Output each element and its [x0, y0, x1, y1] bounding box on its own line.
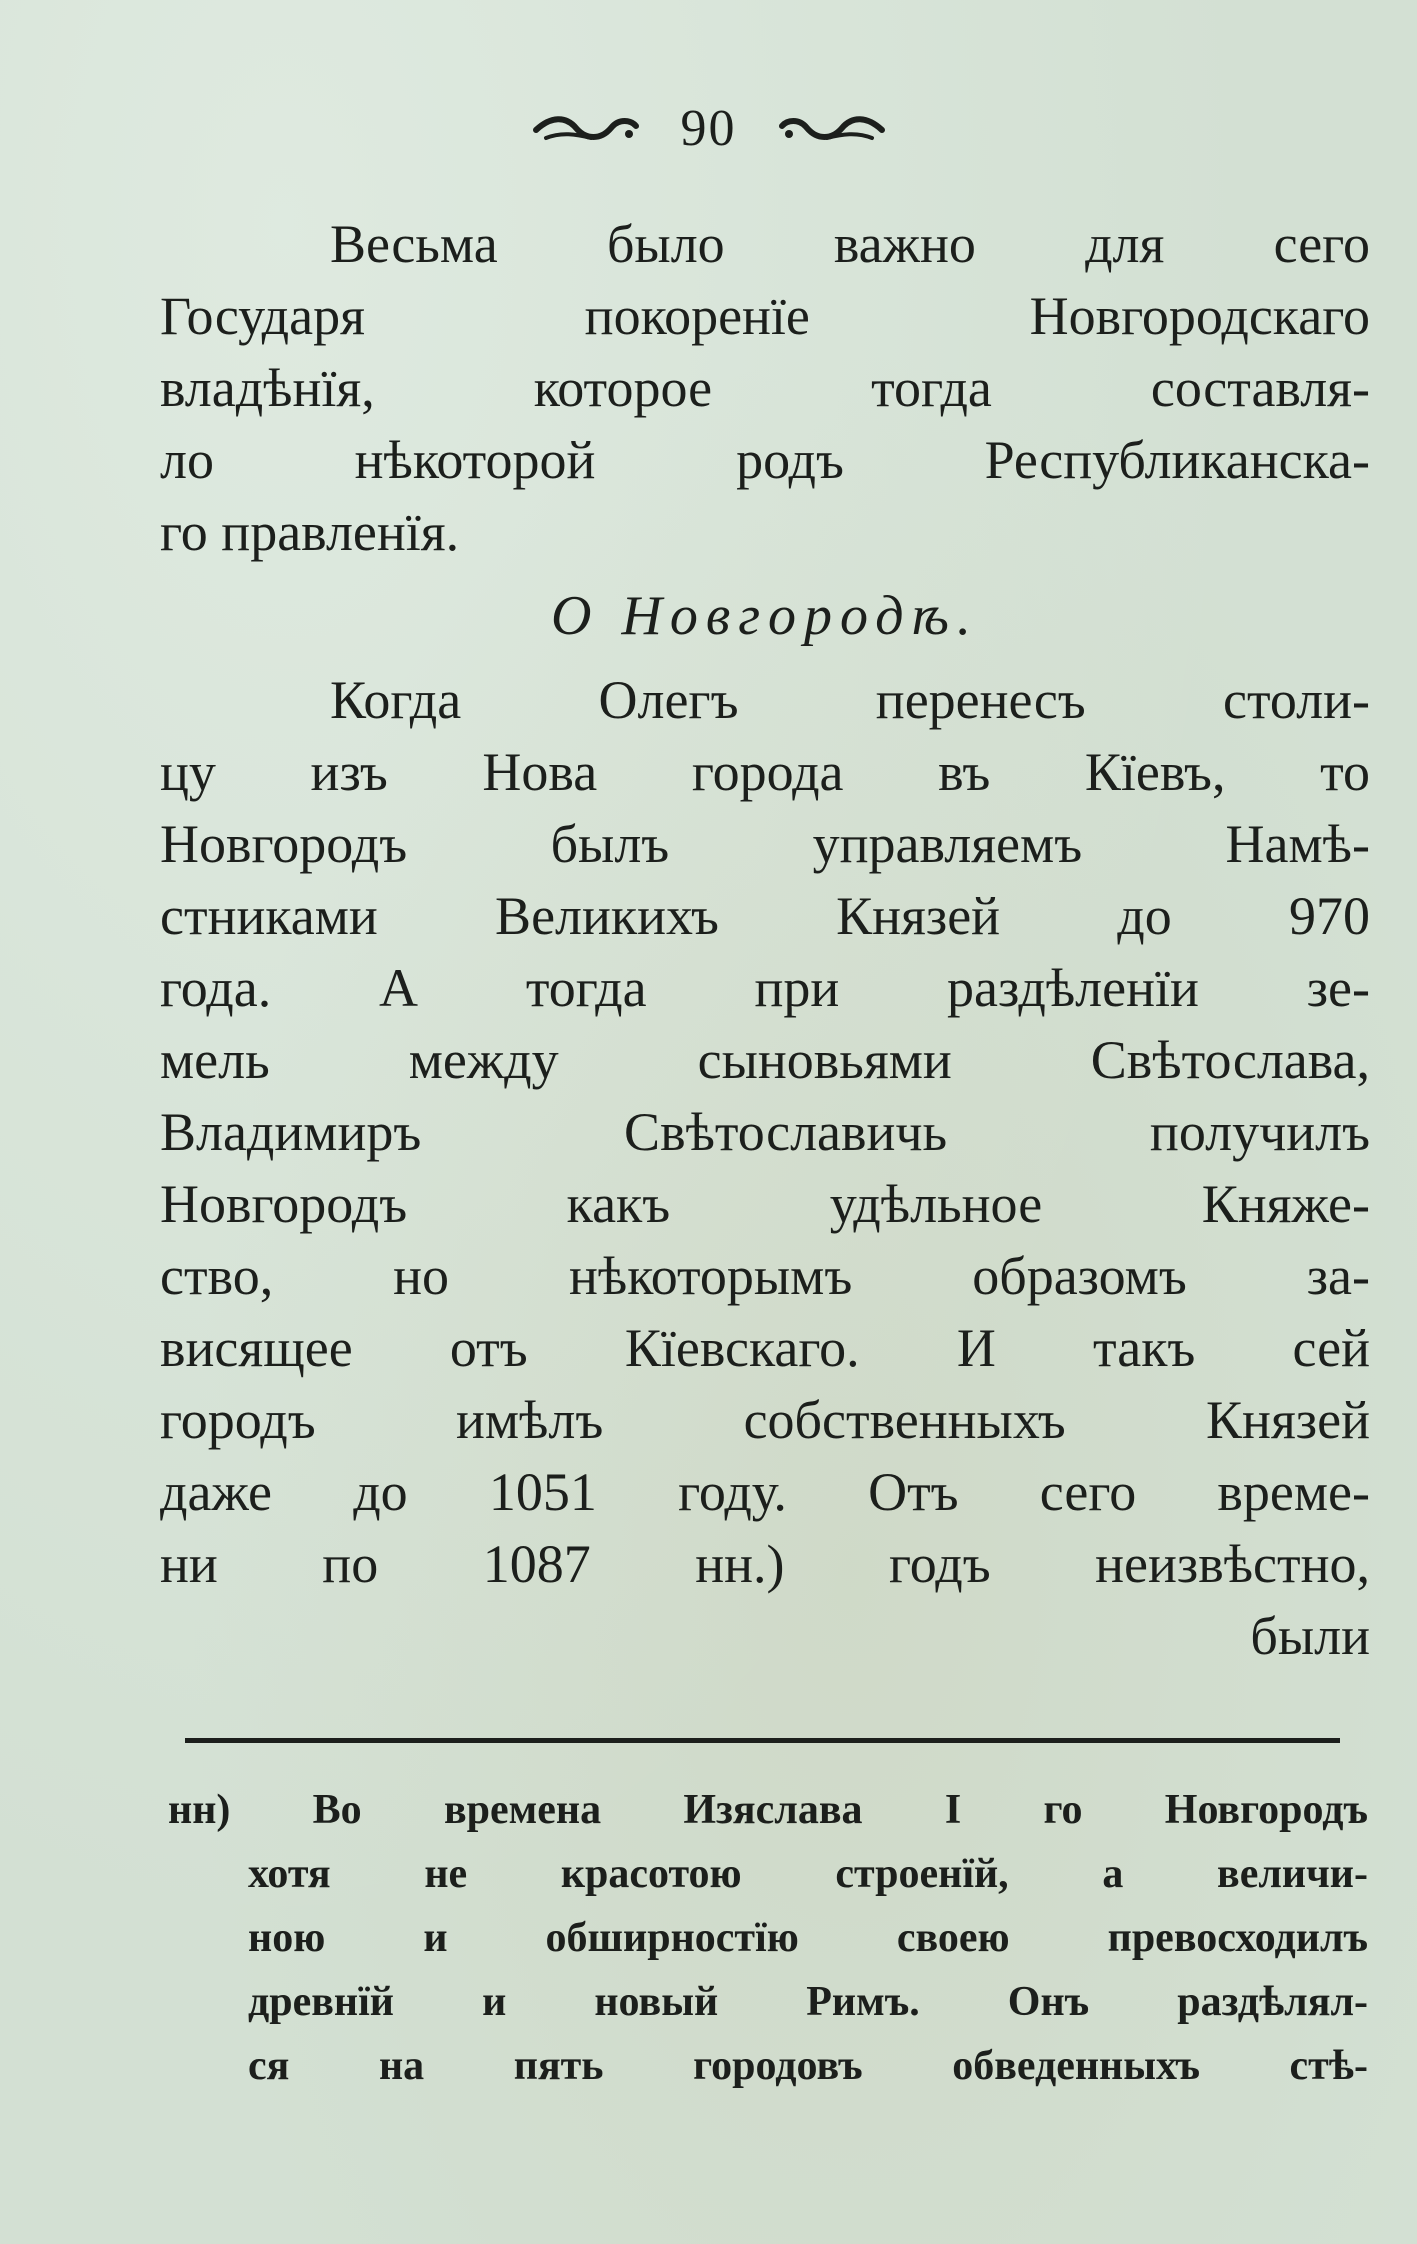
paragraph-1-line: ло нѣкоторой родъ Республиканска- [160, 430, 1370, 490]
paragraph-2-line: даже до 1051 году. Отъ сего време- [160, 1462, 1370, 1522]
body-text [160, 208, 1370, 1672]
paragraph-2-line: Новгородъ какъ удѣльное Княже- [160, 1174, 1370, 1234]
footnote-line: нн) Во времена Изяслава I го Новгородъ [168, 1787, 1368, 1833]
page-header [0, 88, 1417, 168]
paragraph-2-line: висящее отъ Кїевскаго. И такъ сей [160, 1318, 1370, 1378]
paragraph-2-line: стниками Великихъ Князей до 970 [160, 886, 1370, 946]
paragraph-1-line: Государя покоренїе Новгородскаго [160, 286, 1370, 346]
footnote-line: древнїй и новый Римъ. Онъ раздѣлял- [248, 1979, 1368, 2025]
paragraph-2-line: мель между сыновьями Свѣтослава, [160, 1030, 1370, 1090]
paragraph-2-line: ство, но нѣкоторымъ образомъ за- [160, 1246, 1370, 1306]
paragraph-2-line: Когда Олегъ перенесъ столи- [330, 670, 1370, 730]
paragraph-2-line: ни по 1087 нн.) годъ неизвѣстно, [160, 1534, 1370, 1594]
paragraph-2-line: Новгородъ былъ управляемъ Намѣ- [160, 814, 1370, 874]
footnote-divider [185, 1738, 1340, 1743]
section-heading: О Новгородѣ. [551, 585, 979, 647]
paragraph-1-line: владѣнїя, которое тогда составля- [160, 358, 1370, 418]
footnote-line: ною и обширностїю своею превосходилъ [248, 1915, 1368, 1961]
catchword: были [1250, 1606, 1370, 1666]
footnote [168, 1778, 1368, 2098]
scroll-ornament-left-icon [531, 108, 641, 148]
paragraph-1-line: Весьма было важно для сего [330, 214, 1370, 274]
footnote-line: хотя не красотою строенїй, а величи- [248, 1851, 1368, 1897]
paragraph-2-line: Владимиръ Свѣтославичь получилъ [160, 1102, 1370, 1162]
paragraph-2-line: цу изъ Нова города въ Кїевъ, то [160, 742, 1370, 802]
footnote-line: ся на пять городовъ обведенныхъ стѣ- [248, 2043, 1368, 2089]
paragraph-2-line: года. А тогда при раздѣленїи зе- [160, 958, 1370, 1018]
page-number: 90 [680, 99, 737, 157]
scroll-ornament-right-icon [777, 108, 887, 148]
paragraph-1-line: го правленїя. [160, 502, 460, 562]
paragraph-2-line: городъ имѣлъ собственныхъ Князей [160, 1390, 1370, 1450]
